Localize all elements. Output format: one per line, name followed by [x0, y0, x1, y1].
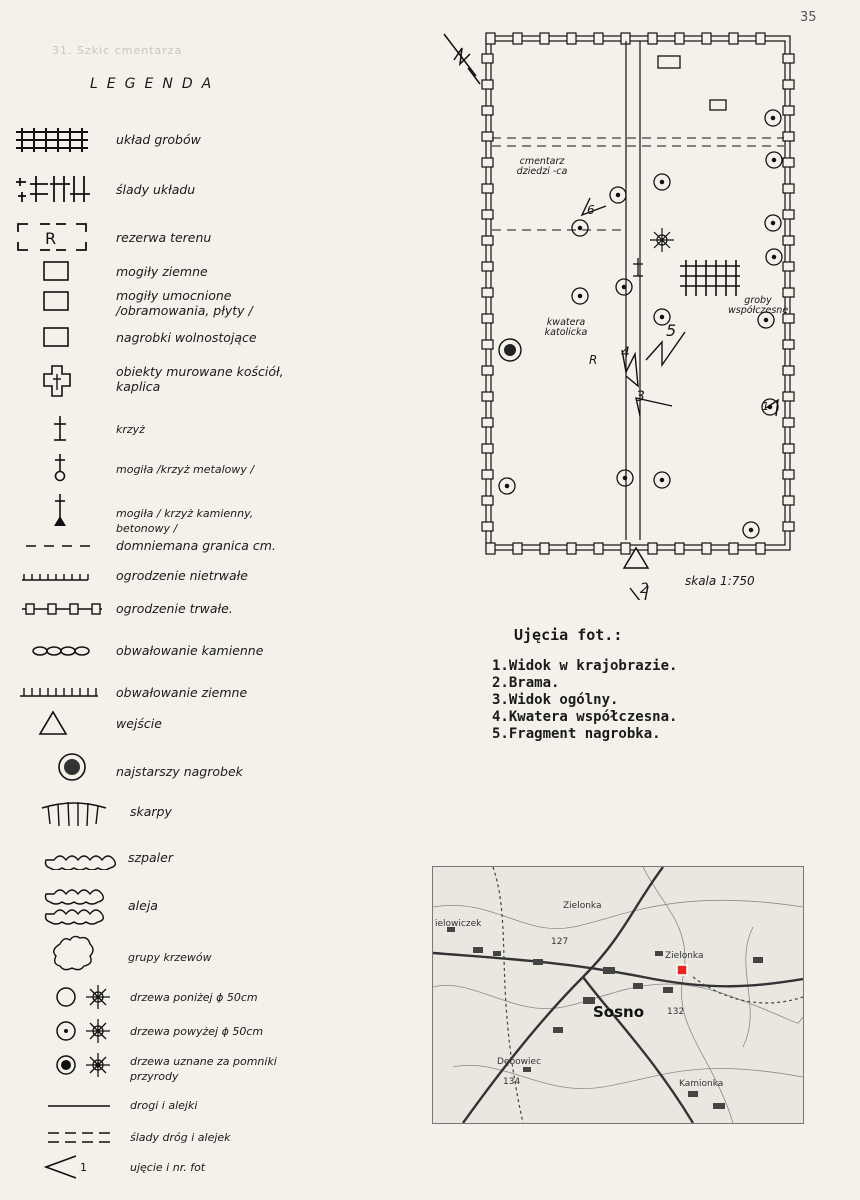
legend-label: obiekty murowane kościół, kaplica — [116, 364, 284, 394]
fence-post — [482, 340, 493, 349]
photo-marker-1: 1 — [762, 400, 769, 413]
legend-label: ogrodzenie nietrwałe — [116, 568, 248, 583]
tree-center-dot — [578, 226, 581, 229]
photo-list-item: 5.Fragment nagrobka. — [492, 726, 661, 742]
fence-post — [702, 33, 711, 44]
dashed-line-icon — [14, 536, 114, 556]
tree-large-symbol-icon — [650, 228, 674, 252]
freestanding-tomb-icon — [710, 100, 726, 110]
fence-post — [675, 543, 684, 554]
faded-heading: 31. Szkic cmentarza — [52, 44, 183, 57]
fence-post — [482, 262, 493, 271]
legend-item — [14, 708, 304, 742]
legend-label: mogiły umocnione /obramowania, płyty / — [116, 288, 253, 318]
legend-item — [14, 1096, 304, 1130]
fence-posts — [482, 33, 794, 554]
road-solid-icon — [14, 1096, 124, 1116]
fence-post — [482, 184, 493, 193]
svg-text:R: R — [45, 229, 57, 248]
legend-title: LEGENDA — [90, 76, 221, 92]
tree-center-dot — [660, 478, 663, 481]
grave-grid-icon — [680, 260, 740, 296]
fence-post — [783, 444, 794, 453]
legend-item — [14, 362, 304, 402]
grave-grid-icon — [14, 122, 94, 156]
legend-item — [14, 598, 304, 632]
fence-post — [567, 33, 576, 44]
fence-post — [482, 470, 493, 479]
map-label: Zielonka — [665, 951, 704, 961]
photo-view-icon — [14, 1152, 124, 1182]
legend-item — [14, 752, 304, 786]
modern-graves-label: groby współczesne — [728, 295, 789, 316]
fence-post — [482, 444, 493, 453]
fence-post — [648, 543, 657, 554]
north-arrow-icon — [444, 34, 480, 84]
legend-item — [14, 1016, 304, 1050]
shrub-group-icon — [14, 934, 124, 974]
old-cemetery-label: cmentarz dziedzi -ca — [516, 156, 568, 177]
fence-post — [594, 33, 603, 44]
oldest-tomb-icon — [14, 752, 114, 786]
legend-label: ujęcie i nr. fot — [130, 1161, 206, 1174]
legend-label: najstarszy nagrobek — [116, 764, 243, 779]
map-label: 134 — [503, 1077, 521, 1087]
slope-icon — [14, 796, 114, 836]
fence-post — [486, 543, 495, 554]
fence-post — [540, 33, 549, 44]
fence-post — [729, 33, 738, 44]
fence-post — [756, 33, 765, 44]
legend-item — [14, 796, 304, 830]
photo-list — [492, 658, 677, 743]
legend-item — [14, 934, 304, 974]
legend-item — [14, 286, 304, 326]
scale-label: skala 1:750 — [685, 574, 755, 588]
tree-center-dot — [505, 484, 508, 487]
tree-center-dot — [771, 116, 774, 119]
fence-post — [783, 522, 794, 531]
legend-item — [14, 256, 304, 290]
legend-label: ślady układu — [116, 182, 196, 197]
avenue-icon — [14, 884, 124, 926]
tree-center-dot — [578, 294, 581, 297]
tree-center-dot — [749, 528, 752, 531]
legend-label: drogi i alejki — [130, 1099, 198, 1112]
fence-post — [482, 54, 493, 63]
cross-icon — [633, 258, 643, 276]
fence-post — [729, 543, 738, 554]
legend-label: mogiła / krzyż kamienny, betonowy / — [116, 507, 254, 535]
legend-label: domniemana granica cm. — [116, 538, 276, 553]
legend-label: skarpy — [130, 804, 172, 819]
temporary-fence-icon — [14, 566, 114, 586]
entrance-triangle-icon — [14, 708, 114, 738]
tree-center-dot — [764, 318, 767, 321]
location-map — [432, 866, 804, 1124]
fence-post — [783, 366, 794, 375]
legend-label: grupy krzewów — [128, 951, 212, 964]
legend-label: drzewa powyżej ϕ 50cm — [130, 1025, 264, 1038]
photo-view-markers — [582, 198, 778, 600]
fence-post — [783, 132, 794, 141]
oldest-tomb-icon — [499, 339, 521, 361]
fence-post — [783, 392, 794, 401]
fence-post — [482, 210, 493, 219]
legend-item — [14, 122, 304, 156]
legend-item — [14, 566, 304, 600]
map-label: Dębowiec — [497, 1057, 542, 1067]
tree-center-dot — [772, 255, 775, 258]
stone-embankment-icon — [14, 640, 114, 662]
map-label: ielowiczek — [435, 919, 482, 929]
fence-post — [482, 288, 493, 297]
tree-center-dot — [622, 285, 625, 288]
legend-label: nagrobki wolnostojące — [116, 330, 257, 345]
legend-label: szpaler — [128, 850, 173, 865]
photo-list-item: 4.Kwatera współczesna. — [492, 709, 678, 725]
photo-marker-3: 3 — [636, 389, 645, 405]
legend-item — [14, 884, 304, 926]
fence-post — [783, 184, 794, 193]
photo-marker-5: 5 — [666, 321, 677, 340]
fence-post — [594, 543, 603, 554]
tree-center-dot — [616, 193, 619, 196]
legend-label: aleja — [128, 898, 158, 913]
fence-post — [482, 418, 493, 427]
legend-item — [14, 536, 304, 570]
stone-cross-grave-icon — [14, 492, 94, 532]
fence-post — [756, 543, 765, 554]
photo-list-item: 2.Brama. — [492, 675, 560, 691]
fence-post — [482, 496, 493, 505]
legend-label: układ grobów — [116, 132, 201, 147]
earth-embankment-icon — [14, 682, 114, 704]
freestanding-tomb-icon — [14, 322, 94, 356]
fence-post — [783, 340, 794, 349]
legend-label: krzyż — [116, 423, 145, 436]
photo-marker-6: 6 — [587, 203, 595, 217]
legend-label: obwałowanie kamienne — [116, 643, 264, 658]
hedge-icon — [14, 846, 124, 870]
fence-post — [783, 54, 794, 63]
fence-post — [783, 470, 794, 479]
fence-post — [621, 543, 630, 554]
legend-label: rezerwa terenu — [116, 230, 212, 245]
legend-label: drzewa uznane za pomniki przyrody — [130, 1055, 277, 1083]
legend-item — [14, 982, 304, 1016]
fence-post — [482, 80, 493, 89]
photo-list-block — [492, 626, 677, 743]
fence-post — [482, 522, 493, 531]
reserve-area-icon — [14, 220, 94, 254]
metal-cross-grave-icon — [14, 452, 94, 486]
road-trace-icon — [14, 1126, 124, 1150]
tree-center-dot — [623, 476, 626, 479]
earth-grave-icon — [14, 256, 94, 290]
legend-item — [14, 452, 304, 486]
fence-post — [783, 418, 794, 427]
fence-post — [783, 80, 794, 89]
fence-post — [482, 106, 493, 115]
fence-post — [513, 33, 522, 44]
tree-center-dot — [772, 158, 775, 161]
photo-marker-4: 4 — [621, 345, 630, 361]
fence-post — [783, 262, 794, 271]
fence-post — [482, 236, 493, 245]
fence-post — [783, 496, 794, 505]
map-label: 132 — [667, 1007, 685, 1017]
legend-item — [14, 322, 304, 356]
fence-post — [783, 158, 794, 167]
svg-text:1: 1 — [80, 1161, 87, 1174]
tree-center-dot — [660, 315, 663, 318]
freestanding-tomb-icon — [658, 56, 680, 68]
fence-post — [482, 158, 493, 167]
map-label: Kamionka — [679, 1079, 724, 1089]
fence-post — [648, 33, 657, 44]
legend-item — [14, 492, 304, 538]
fence-post — [482, 366, 493, 375]
photo-list-item: 3.Widok ogólny. — [492, 692, 619, 708]
legend-label: wejście — [116, 716, 162, 731]
photo-list-title: Ujęcia fot.: — [514, 626, 623, 644]
catholic-quarter-label: kwatera katolicka — [544, 317, 588, 338]
legend-item — [14, 1050, 304, 1090]
map-label: 127 — [551, 937, 569, 947]
legend-item — [14, 846, 304, 880]
fence-post — [482, 132, 493, 141]
photo-list-item: 1.Widok w krajobrazie. — [492, 658, 678, 674]
permanent-fence-outline — [486, 36, 790, 550]
legend-item — [14, 412, 304, 446]
legend-label: obwałowanie ziemne — [116, 685, 248, 700]
tree-center-dot — [660, 180, 663, 183]
fence-post — [482, 392, 493, 401]
fence-post — [482, 314, 493, 323]
masonry-church-icon — [14, 362, 94, 402]
map-label: Zielonka — [563, 901, 602, 911]
legend-label: drzewa poniżej ϕ 50cm — [130, 991, 258, 1004]
fence-post — [783, 210, 794, 219]
legend-label: mogiły ziemne — [116, 264, 208, 279]
grave-traces-icon — [14, 172, 94, 206]
photo-marker-2: 2 — [640, 581, 649, 597]
cemetery-location-marker — [677, 965, 687, 975]
fence-post — [567, 543, 576, 554]
reserve-label: R — [589, 353, 598, 367]
legend-item — [14, 220, 304, 254]
reinforced-grave-icon — [14, 286, 94, 320]
fence-post — [783, 236, 794, 245]
legend-label: ślady dróg i alejek — [130, 1131, 231, 1144]
permanent-fence-icon — [14, 598, 114, 620]
legend-item — [14, 1152, 304, 1186]
fence-post — [540, 543, 549, 554]
tree-center-dot — [771, 221, 774, 224]
fence-post — [513, 543, 522, 554]
map-label-sosno: Sosno — [593, 1003, 645, 1021]
fence-post — [486, 33, 495, 44]
legend-label: mogiła /krzyż metalowy / — [116, 463, 255, 476]
map-drawing — [433, 867, 803, 1123]
legend-item — [14, 172, 304, 206]
fence-post — [702, 543, 711, 554]
cross-icon — [14, 412, 94, 446]
fence-post — [675, 33, 684, 44]
tree-small-icon — [14, 982, 124, 1012]
legend-item — [14, 640, 304, 674]
tree-large-icon — [14, 1016, 124, 1046]
legend-label: ogrodzenie trwałe. — [116, 601, 233, 616]
tree-monument-icon — [14, 1050, 124, 1080]
fence-post — [783, 106, 794, 115]
page-number: 35 — [800, 10, 817, 25]
